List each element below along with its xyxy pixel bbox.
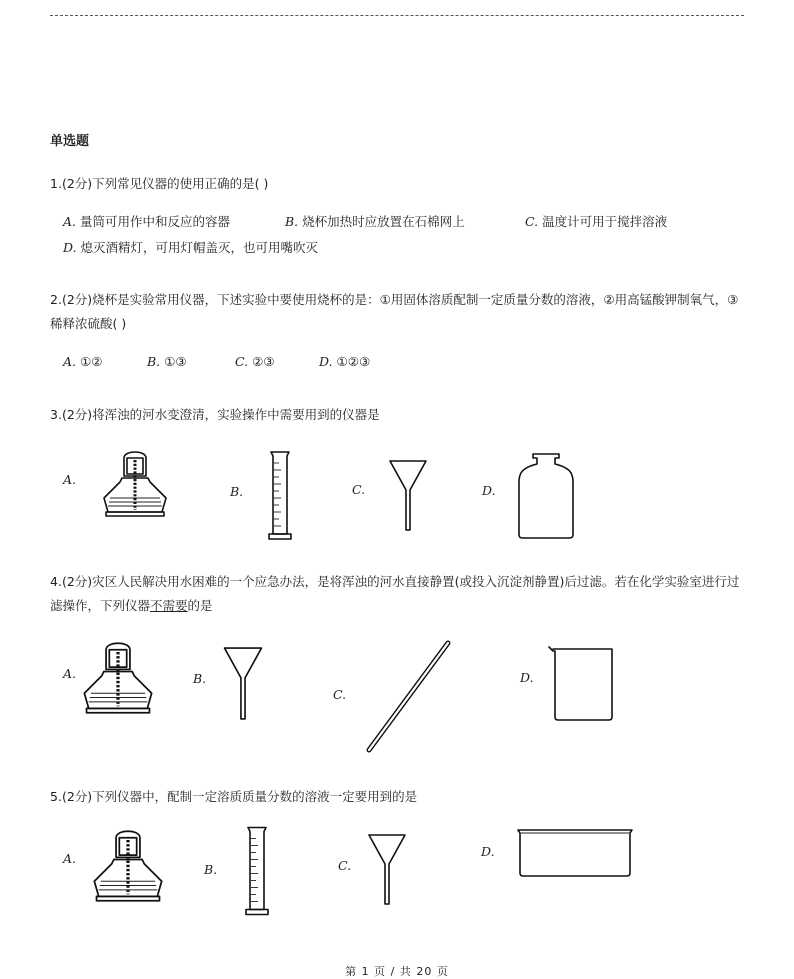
beaker-icon <box>545 643 615 723</box>
question-1-option-a[interactable]: A. 量筒可用作中和反应的容器 <box>63 214 231 229</box>
question-2-option-d[interactable]: D. ①②③ <box>319 354 371 369</box>
emphasis-underline: 不需要 <box>150 598 188 613</box>
question-2-option-a[interactable]: A. ①② <box>63 354 103 369</box>
question-4-option-d-label[interactable]: D. <box>520 670 534 685</box>
question-5-option-c-label[interactable]: C. <box>338 858 352 873</box>
trough-icon <box>515 827 635 879</box>
question-4-option-b-label[interactable]: B. <box>193 671 207 686</box>
question-5-stem: 5.(2分)下列仪器中，配制一定溶质质量分数的溶液一定要用到的是 <box>50 789 418 804</box>
funnel-icon <box>367 832 407 908</box>
question-1-option-d[interactable]: D. 熄灭酒精灯，可用灯帽盖灭，也可用嘴吹灭 <box>63 240 319 255</box>
reagent-bottle-icon <box>515 450 577 542</box>
question-3-option-d-label[interactable]: D. <box>482 483 496 498</box>
question-3-stem: 3.(2分)将浑浊的河水变澄清，实验操作中需要用到的仪器是 <box>50 407 380 422</box>
graduated-cylinder-icon <box>265 448 295 543</box>
question-3-option-c-label[interactable]: C. <box>352 482 366 497</box>
alcohol-lamp-icon <box>80 638 156 718</box>
alcohol-lamp-icon <box>100 448 170 520</box>
question-4-stem: 4.(2分)灾区人民解决用水困难的一个应急办法，是将浑浊的河水直接静置(或投入沉淀剂静置)后过滤。若在化学实验室进行过滤操作，下列仪器不需要的是 <box>50 574 740 613</box>
question-1-option-b[interactable]: B. 烧杯加热时应放置在石棉网上 <box>285 214 465 229</box>
page-footer: 第 1 页 / 共 20 页 <box>345 965 449 978</box>
question-3-option-b-label[interactable]: B. <box>230 484 244 499</box>
question-4-option-a-label[interactable]: A. <box>63 666 77 681</box>
header-dashed-line <box>50 15 744 16</box>
question-3-option-a-label[interactable]: A. <box>63 472 77 487</box>
question-5-option-b-label[interactable]: B. <box>204 862 218 877</box>
question-2-stem: 2.(2分)烧杯是实验常用仪器，下述实验中要使用烧杯的是：①用固体溶质配制一定质量分数的溶液，②用高锰酸钾制氧气，③稀释浓硫酸( ) <box>50 292 739 331</box>
section-title: 单选题 <box>50 134 90 149</box>
question-2-option-c[interactable]: C. ②③ <box>235 354 275 369</box>
funnel-icon <box>388 458 428 534</box>
funnel-icon <box>222 645 264 723</box>
alcohol-lamp-icon <box>90 826 166 906</box>
question-1-stem: 1.(2分)下列常见仪器的使用正确的是( ) <box>50 176 269 191</box>
glass-rod-icon <box>365 640 453 754</box>
question-1-option-c[interactable]: C. 温度计可用于搅拌溶液 <box>525 214 668 229</box>
question-4-option-c-label[interactable]: C. <box>333 687 347 702</box>
question-5-option-d-label[interactable]: D. <box>481 844 495 859</box>
graduated-cylinder-icon <box>242 823 272 919</box>
question-2-option-b[interactable]: B. ①③ <box>147 354 187 369</box>
question-5-option-a-label[interactable]: A. <box>63 851 77 866</box>
